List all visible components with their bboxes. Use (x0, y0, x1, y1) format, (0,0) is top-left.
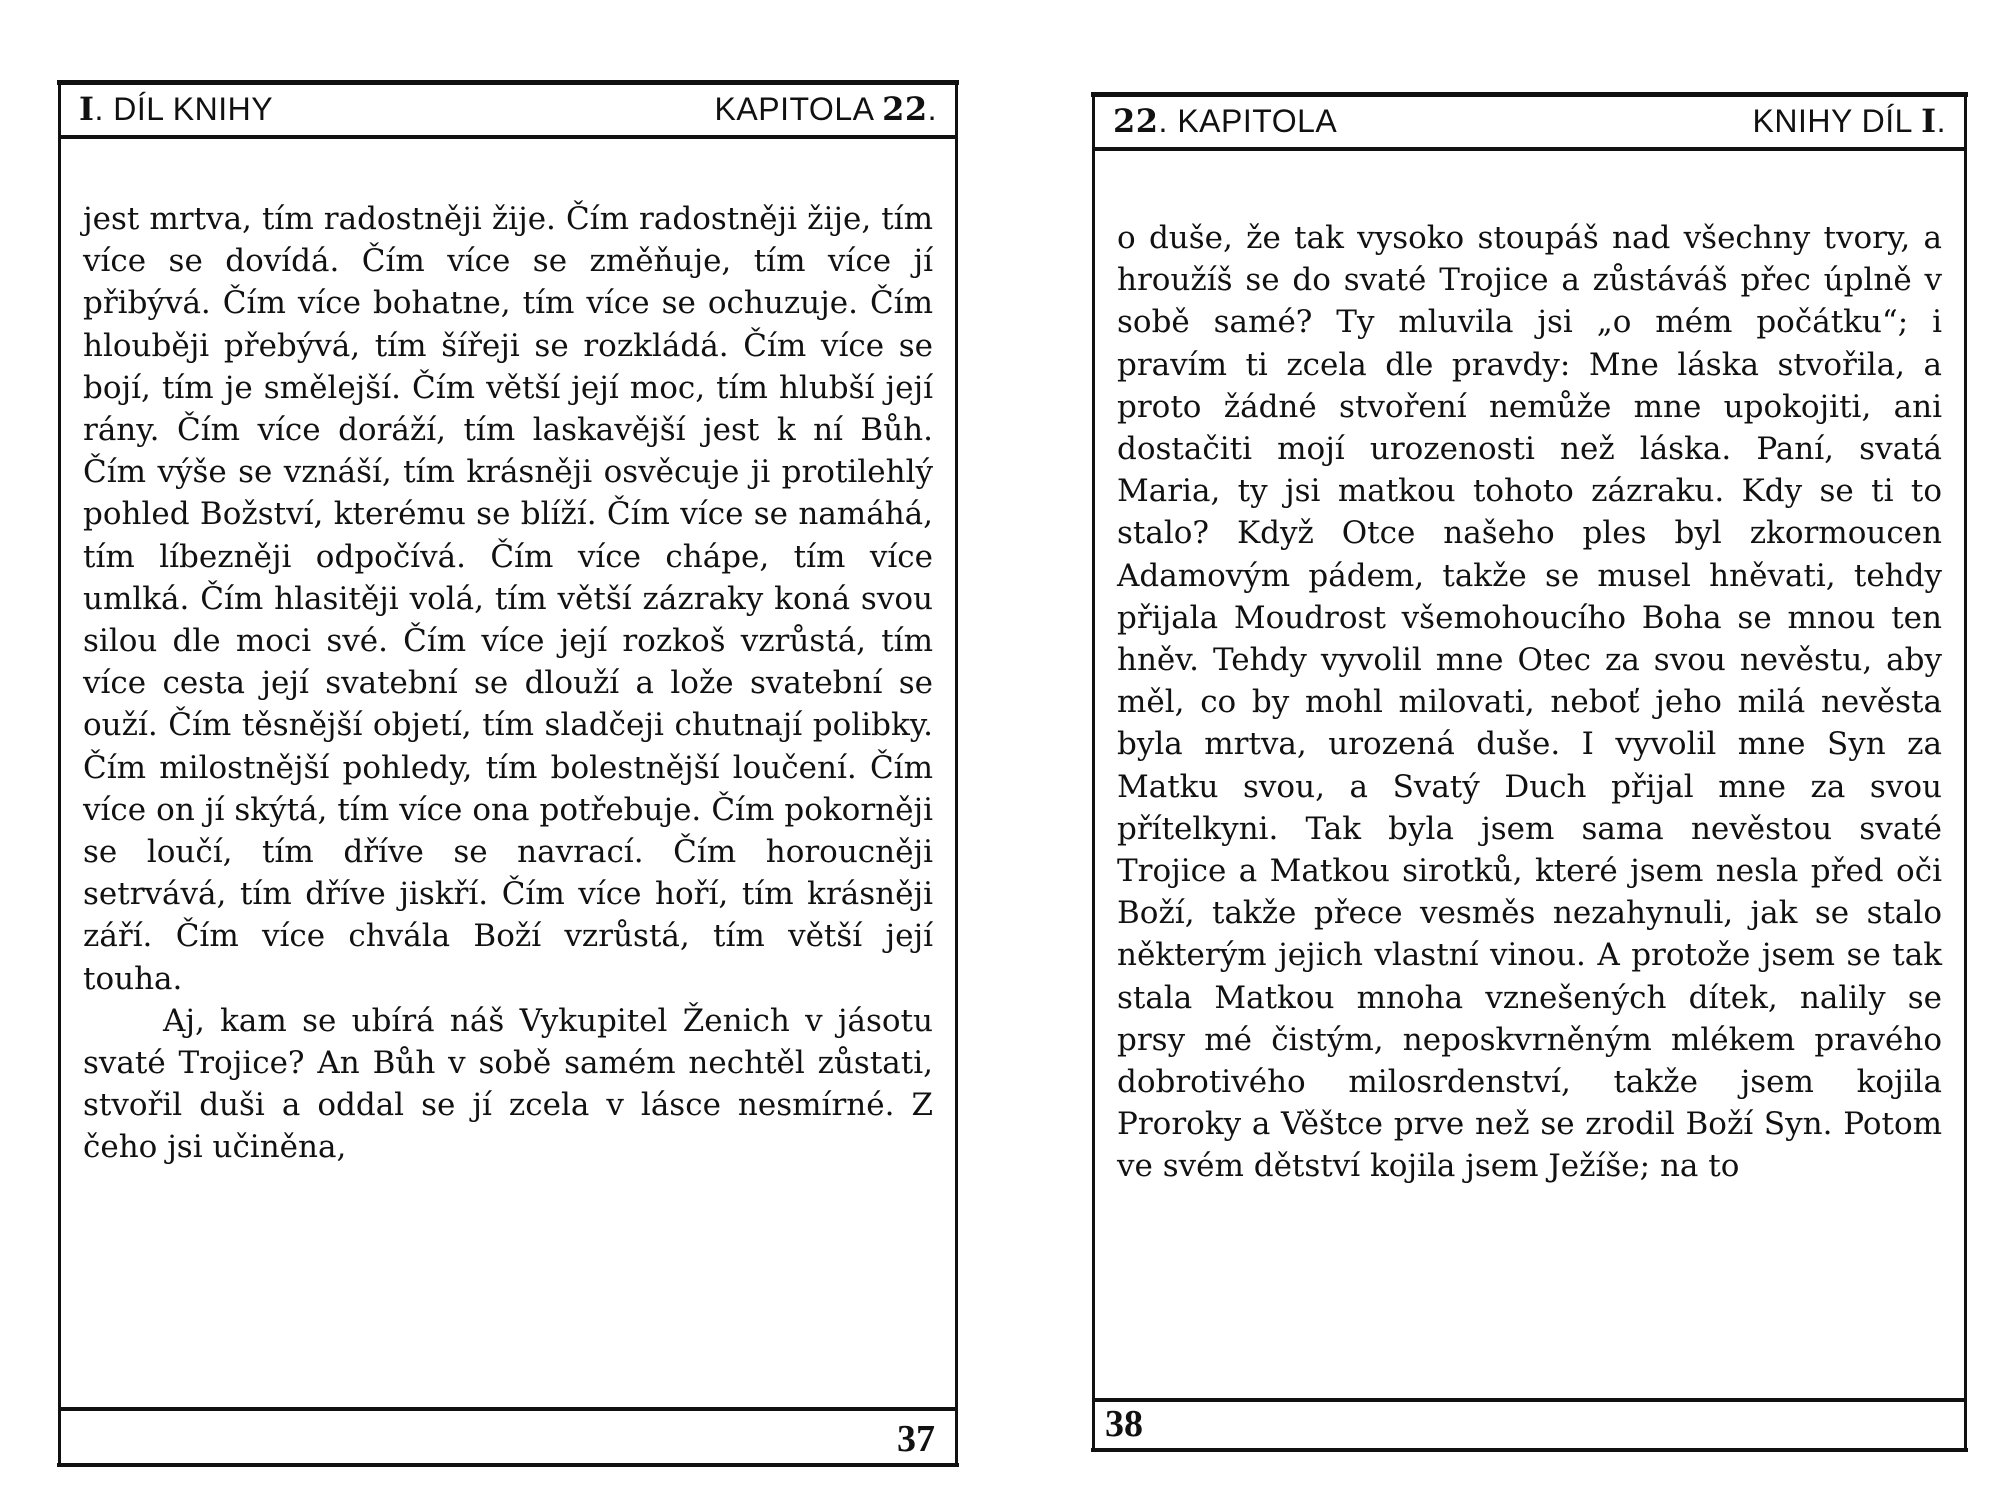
running-header (1113, 102, 1946, 140)
left-page (58, 80, 958, 1467)
paragraph: jest mrtva, tím radostněji žije. Čím radostněji žije, tím více se dovídá. Čím více se změňuje, tím více jí přibývá. Čím více bohatne, tím více se ochuzuje. Čím hlouběji přebývá, tím šířeji se rozkládá. Čím více se bojí, tím je smělejší. Čím větší její moc, tím hlubší její rány. Čím více doráží, tím laskavější jest k ní Bůh. Čím výše se vznáší, tím krásněji osvěcuje ji protilehlý pohled Božství, kterému se blíží. Čím více se namáhá, tím líbezněji odpočívá. Čím více chápe, tím více umlká. Čím hlasitěji volá, tím větší zázraky koná svou silou dle moci své. Čím více její rozkoš vzrůstá, tím více cesta její svatební se dlouží a lože svatební se ouží. Čím těsnější objetí, tím sladčeji chutnají polibky. Čím milostnější pohledy, tím bolestnější loučení. Čím více on jí skýtá, tím více ona potřebuje. Čím pokorněji se loučí, tím dříve se navrací. Čím horoucněji setrvává, tím dříve jiskří. Čím více hoří, tím krásněji září. Čím více chvála Boží vzrůstá, tím větší její touha. (83, 201, 933, 997)
running-header (79, 90, 937, 128)
chapter-number: 22 (882, 90, 928, 128)
paragraph: o duše, že tak vysoko stoupáš nad všechny tvory, a hroužíš se do svaté Trojice a zůstáváš přec úplně v sobě samé? Ty mluvila jsi „o mém počátku“; i pravím ti zcela dle pravdy: Mne láska stvořila, a proto žádné stvoření nemůže mne upokojiti, ani dostačiti mojí urozenosti než láska. Paní, svatá Maria, ty jsi matkou tohoto zázraku. Kdy se ti to stalo? Když Otce našeho ples byl zkormoucen Adamovým pádem, takže se musel hněvati, tehdy přijala Moudrost všemohoucího Boha se mnou ten hněv. Tehdy vyvolil mne Otec za svou nevěstu, aby měl, co by mohl milovati, neboť jeho milá nevěsta byla mrtva, urozená duše. I vyvolil mne Syn za Matku svou, a Svatý Duch přijal mne za svou přítelkyni. Tak byla jsem sama nevěstou svaté Trojice a Matkou sirotků, které jsem nesla před oči Boží, takže přece vesměs nezahynuli, jak se stalo některým jejich vlastní vinou. A protože jsem se tak stala Matkou mnoha vznešených dítek, nalily se prsy mé čistým, neposkvrněným mlékem pravého dobrotivého milosrdenství, takže jsem kojila Proroky a Věštce prve než se zrodil Boží Syn. Potom ve svém dětství kojila jsem Ježíše; na to (1117, 220, 1942, 1185)
page-number: 37 (897, 1418, 935, 1460)
header-part (1753, 102, 1946, 140)
footer-rule (61, 1407, 955, 1411)
header-chapter (1113, 102, 1337, 140)
part-numeral: I (79, 90, 95, 128)
chapter-label: KAPITOLA (714, 91, 883, 127)
chapter-number: 22 (1113, 102, 1159, 140)
chapter-suffix: . (927, 91, 937, 127)
bottom-rule (1091, 1448, 1968, 1452)
header-part (79, 90, 273, 128)
header-chapter (715, 90, 937, 128)
body-text (83, 198, 933, 1169)
header-rule (1095, 147, 1964, 151)
part-numeral: I (1921, 102, 1937, 140)
bottom-rule (57, 1463, 959, 1467)
part-label: KNIHY DÍL (1752, 103, 1922, 139)
paragraph: Aj, kam se ubírá náš Vykupitel Ženich v jásotu svaté Trojice? An Bůh v sobě samém nechtěl zůstati, stvořil duši a oddal se jí zcela v lásce nesmírné. Z čeho jsi učiněna, (83, 1002, 933, 1166)
page-number: 38 (1105, 1403, 1143, 1445)
body-text (1117, 217, 1942, 1188)
right-page (1092, 92, 1967, 1452)
top-rule (1091, 92, 1968, 97)
part-suffix: . (1936, 103, 1946, 139)
chapter-label: . KAPITOLA (1158, 103, 1338, 139)
part-label: . DÍL KNIHY (94, 91, 274, 127)
top-rule (57, 80, 959, 85)
header-rule (61, 135, 955, 139)
footer-rule (1095, 1398, 1964, 1402)
